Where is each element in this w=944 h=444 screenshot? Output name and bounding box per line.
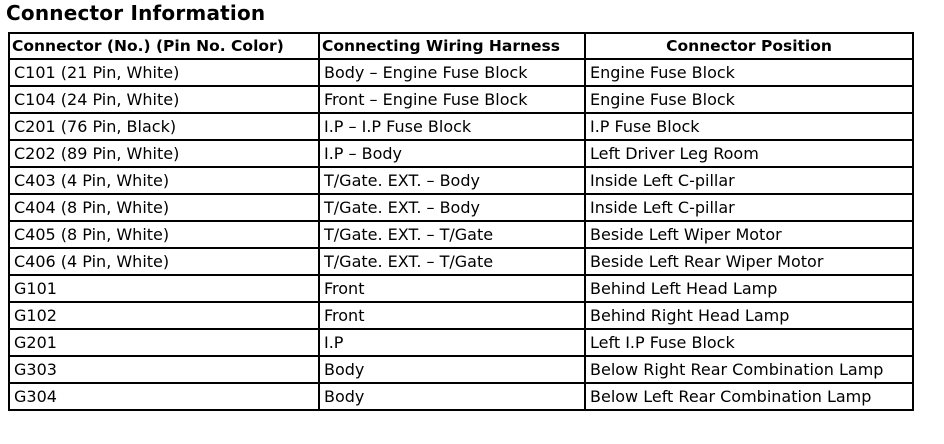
harness-cell: Front – Engine Fuse Block — [319, 86, 585, 113]
table-row — [9, 356, 913, 383]
column-header-connector: Connector (No.) (Pin No. Color) — [9, 33, 319, 59]
connector-cell: C405 (8 Pin, White) — [9, 221, 319, 248]
table-row — [9, 275, 913, 302]
position-cell: Left Driver Leg Room — [585, 140, 913, 167]
connector-table — [8, 32, 914, 411]
position-cell: Below Right Rear Combination Lamp — [585, 356, 913, 383]
table-row — [9, 302, 913, 329]
table-row — [9, 221, 913, 248]
harness-cell: Body — [319, 383, 585, 410]
table-row — [9, 140, 913, 167]
table-row — [9, 194, 913, 221]
table-row — [9, 167, 913, 194]
position-cell: Inside Left C-pillar — [585, 194, 913, 221]
harness-cell: I.P — [319, 329, 585, 356]
column-header-harness: Connecting Wiring Harness — [319, 33, 585, 59]
position-cell: Engine Fuse Block — [585, 86, 913, 113]
connector-cell: G101 — [9, 275, 319, 302]
position-cell: Behind Right Head Lamp — [585, 302, 913, 329]
table-row — [9, 113, 913, 140]
position-cell: Below Left Rear Combination Lamp — [585, 383, 913, 410]
harness-cell: T/Gate. EXT. – Body — [319, 167, 585, 194]
connector-cell: C201 (76 Pin, Black) — [9, 113, 319, 140]
position-cell: Engine Fuse Block — [585, 59, 913, 86]
position-cell: Beside Left Wiper Motor — [585, 221, 913, 248]
connector-cell: G304 — [9, 383, 319, 410]
connector-cell: G303 — [9, 356, 319, 383]
connector-cell: G201 — [9, 329, 319, 356]
page-title: Connector Information — [6, 1, 266, 25]
harness-cell: Body – Engine Fuse Block — [319, 59, 585, 86]
position-cell: I.P Fuse Block — [585, 113, 913, 140]
harness-cell: Front — [319, 302, 585, 329]
connector-cell: C404 (8 Pin, White) — [9, 194, 319, 221]
table-row — [9, 383, 913, 410]
connector-cell: C101 (21 Pin, White) — [9, 59, 319, 86]
harness-cell: I.P – Body — [319, 140, 585, 167]
harness-cell: Body — [319, 356, 585, 383]
connector-cell: C104 (24 Pin, White) — [9, 86, 319, 113]
connector-cell: C202 (89 Pin, White) — [9, 140, 319, 167]
harness-cell: T/Gate. EXT. – Body — [319, 194, 585, 221]
position-cell: Left I.P Fuse Block — [585, 329, 913, 356]
harness-cell: T/Gate. EXT. – T/Gate — [319, 248, 585, 275]
position-cell: Beside Left Rear Wiper Motor — [585, 248, 913, 275]
connector-cell: G102 — [9, 302, 319, 329]
table-row — [9, 248, 913, 275]
connector-cell: C406 (4 Pin, White) — [9, 248, 319, 275]
table-row — [9, 86, 913, 113]
harness-cell: T/Gate. EXT. – T/Gate — [319, 221, 585, 248]
harness-cell: Front — [319, 275, 585, 302]
table-row — [9, 59, 913, 86]
table-row — [9, 329, 913, 356]
column-header-position: Connector Position — [585, 33, 913, 59]
connector-cell: C403 (4 Pin, White) — [9, 167, 319, 194]
harness-cell: I.P – I.P Fuse Block — [319, 113, 585, 140]
table-header-row — [9, 33, 913, 59]
position-cell: Inside Left C-pillar — [585, 167, 913, 194]
position-cell: Behind Left Head Lamp — [585, 275, 913, 302]
